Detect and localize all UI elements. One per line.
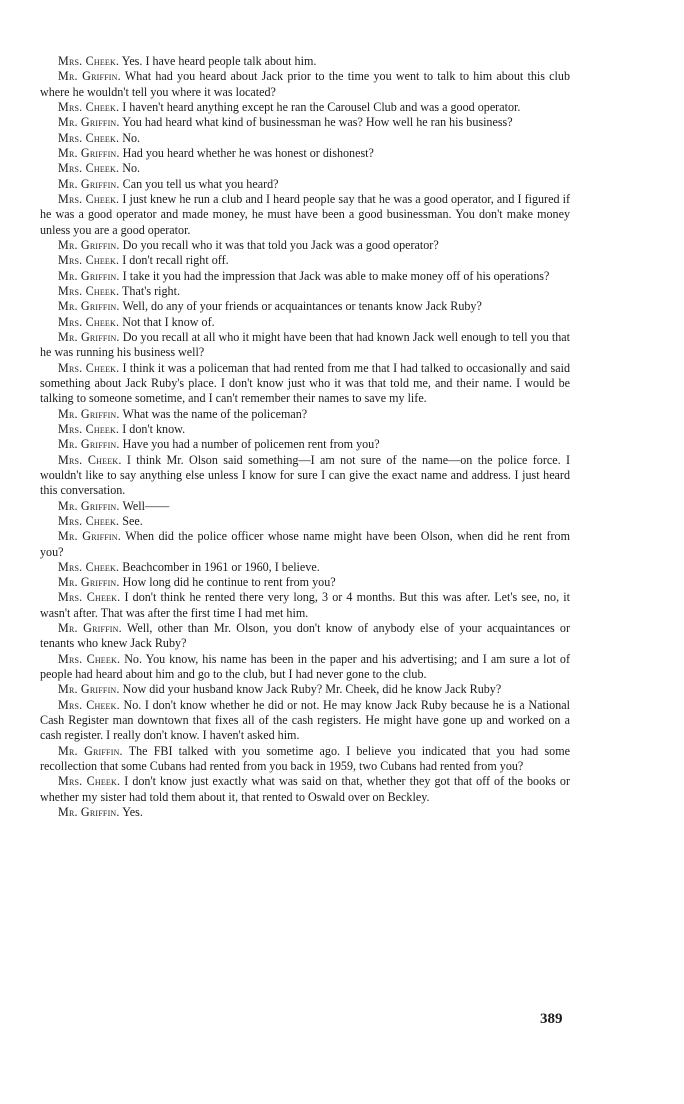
testimony-text: Yes. I have heard people talk about him. — [121, 54, 317, 68]
speaker-label: Mrs. Cheek. — [58, 590, 121, 605]
testimony-text: I don't recall right off. — [122, 253, 229, 268]
testimony-paragraph — [40, 621, 570, 652]
testimony-paragraph — [40, 192, 570, 238]
speaker-label: Mr. Griffin. — [58, 805, 120, 820]
testimony-paragraph — [40, 453, 570, 499]
testimony-paragraph — [40, 146, 570, 161]
testimony-text: Well—— — [122, 498, 170, 513]
speaker-label: Mrs. Cheek. — [58, 774, 121, 789]
testimony-text: Not that I know of. — [122, 314, 215, 329]
speaker-label: Mr. Griffin. — [58, 69, 121, 84]
testimony-paragraph — [40, 590, 570, 621]
testimony-paragraph — [40, 774, 570, 805]
testimony-text: What was the name of the policeman? — [122, 406, 308, 421]
speaker-label: Mrs. Cheek. — [58, 283, 120, 298]
testimony-paragraph — [40, 652, 570, 683]
testimony-paragraph — [40, 54, 570, 69]
testimony-paragraph — [40, 422, 570, 437]
testimony-text: I don't know. — [122, 421, 186, 436]
testimony-paragraph — [40, 69, 570, 100]
testimony-paragraph — [40, 299, 570, 314]
testimony-text: Well, do any of your friends or acquaintances or tenants know Jack Ruby? — [122, 299, 482, 314]
speaker-label: Mr. Griffin. — [58, 575, 120, 590]
speaker-label: Mrs. Cheek. — [58, 421, 120, 436]
testimony-text: I don't know just exactly what was said on that, whether they got that off of the books or whether my sister had told them about it, that rented to Oswald over on Beckley. — [40, 774, 570, 804]
testimony-text: Well, other than Mr. Olson, you don't know of anybody else of your acquaintances or tenants who knew Jack Ruby? — [40, 621, 570, 651]
testimony-text: When did the police officer whose name might have been Olson, when did he rent from you? — [40, 529, 571, 559]
testimony-text: Can you tell us what you heard? — [122, 176, 279, 191]
testimony-paragraph — [40, 361, 570, 407]
speaker-label: Mr. Griffin. — [58, 529, 122, 544]
speaker-label: Mr. Griffin. — [58, 329, 120, 344]
testimony-paragraph — [40, 238, 570, 253]
testimony-text: Yes. — [122, 805, 143, 820]
testimony-text: Do you recall who it was that told you Jack was a good operator? — [122, 237, 439, 252]
testimony-text: I take it you had the impression that Jack was able to make money off of his operations? — [122, 268, 550, 283]
speaker-label: Mrs. Cheek. — [58, 452, 122, 467]
testimony-paragraph — [40, 437, 570, 452]
testimony-paragraph — [40, 284, 570, 299]
speaker-label: Mrs. Cheek. — [58, 253, 120, 268]
testimony-paragraph — [40, 698, 570, 744]
testimony-paragraph — [40, 744, 570, 775]
testimony-paragraph — [40, 575, 570, 590]
testimony-text: No. You know, his name has been in the paper and his advertising; and I am sure a lot of people had heard about him and go to the club, but I had never gone to the club. — [40, 651, 570, 682]
testimony-text: Now did your husband know Jack Ruby? Mr. Cheek, did he know Jack Ruby? — [122, 682, 502, 697]
testimony-paragraph — [40, 805, 570, 820]
speaker-label: Mrs. Cheek. — [58, 314, 120, 329]
testimony-paragraph — [40, 131, 570, 146]
transcript-page — [40, 54, 570, 820]
testimony-text: The FBI talked with you sometime ago. I believe you indicated that you had some recollection that some Cubans had rented from you back in 1959, two Cubans had rented from you? — [40, 743, 570, 774]
testimony-text: Had you heard whether he was honest or dishonest? — [122, 145, 374, 160]
testimony-paragraph — [40, 253, 570, 268]
speaker-label: Mrs. Cheek. — [58, 559, 120, 574]
testimony-text: Beachcomber in 1961 or 1960, I believe. — [122, 559, 320, 574]
testimony-paragraph — [40, 499, 570, 514]
testimony-text: I think Mr. Olson said something—I am not sure of the name—on the police force. I wouldn't like to say anything else unless I know for sure I can give the exact name and address. I just heard this conversation. — [40, 452, 570, 498]
testimony-text: I haven't heard anything except he ran the Carousel Club and was a good operator. — [122, 99, 521, 114]
testimony-text: I just knew he run a club and I heard people say that he was a good operator, and I figured if he was a good operator and made money, he must have been a good businessman. You don't make money unless you are a good operator. — [40, 191, 570, 237]
testimony-paragraph — [40, 100, 570, 115]
speaker-label: Mrs. Cheek. — [58, 651, 121, 666]
speaker-label: Mrs. Cheek. — [58, 99, 120, 114]
speaker-label: Mrs. Cheek. — [58, 161, 120, 176]
testimony-text: That's right. — [122, 283, 180, 298]
speaker-label: Mr. Griffin. — [58, 743, 123, 758]
testimony-text: You had heard what kind of businessman he was? How well he ran his business? — [122, 115, 513, 130]
speaker-label: Mr. Griffin. — [58, 621, 122, 636]
testimony-text: I think it was a policeman that had rented from me that I had talked to occasionally and said something about Jack Ruby's place. I don't know just who it was that told me, and their name. I would be talking to someone sometime, and I can't remember their names to save my life. — [40, 360, 570, 406]
testimony-paragraph — [40, 560, 570, 575]
speaker-label: Mr. Griffin. — [58, 176, 120, 191]
testimony-paragraph — [40, 161, 570, 176]
testimony-text: No. I don't know whether he did or not. He may know Jack Ruby because he is a National Cash Register man downtown that fixes all of the cash registers. He might have gone up and worked on a cash register. I really don't know. I haven't asked him. — [40, 697, 570, 743]
testimony-text: I don't think he rented there very long, 3 or 4 months. But this was after. Let's see, no, it wasn't after. That was after the first time I had met him. — [40, 590, 570, 620]
testimony-paragraph — [40, 177, 570, 192]
speaker-label: Mr. Griffin. — [58, 268, 120, 283]
testimony-text: What had you heard about Jack prior to the time you went to talk to him about this club where he wouldn't tell you where it was located? — [40, 69, 571, 99]
testimony-paragraph — [40, 529, 570, 560]
speaker-label: Mr. Griffin. — [58, 145, 120, 160]
speaker-label: Mr. Griffin. — [58, 682, 120, 697]
testimony-text: Do you recall at all who it might have been that had known Jack well enough to tell you that he was running his business well? — [40, 329, 570, 360]
speaker-label: Mrs. Cheek. — [58, 360, 120, 375]
speaker-label: Mr. Griffin. — [58, 437, 120, 452]
speaker-label: Mr. Griffin. — [58, 237, 120, 252]
testimony-paragraph — [40, 115, 570, 130]
testimony-paragraph — [40, 682, 570, 697]
testimony-paragraph — [40, 514, 570, 529]
testimony-text: How long did he continue to rent from you? — [122, 575, 336, 590]
page-number: 389 — [540, 1011, 563, 1027]
testimony-paragraph — [40, 330, 570, 361]
speaker-label: Mrs. Cheek. — [58, 191, 120, 206]
speaker-label: Mrs. Cheek. — [58, 54, 120, 68]
testimony-text: No. — [122, 161, 141, 176]
testimony-paragraph — [40, 407, 570, 422]
speaker-label: Mrs. Cheek. — [58, 513, 120, 528]
speaker-label: Mrs. Cheek. — [58, 697, 120, 712]
speaker-label: Mrs. Cheek. — [58, 130, 120, 145]
speaker-label: Mr. Griffin. — [58, 115, 120, 130]
testimony-paragraph — [40, 315, 570, 330]
testimony-text: Have you had a number of policemen rent from you? — [122, 437, 380, 452]
speaker-label: Mr. Griffin. — [58, 299, 120, 314]
speaker-label: Mr. Griffin. — [58, 498, 120, 513]
testimony-paragraph — [40, 269, 570, 284]
testimony-text: No. — [122, 130, 141, 145]
speaker-label: Mr. Griffin. — [58, 406, 120, 421]
testimony-text: See. — [122, 513, 143, 528]
